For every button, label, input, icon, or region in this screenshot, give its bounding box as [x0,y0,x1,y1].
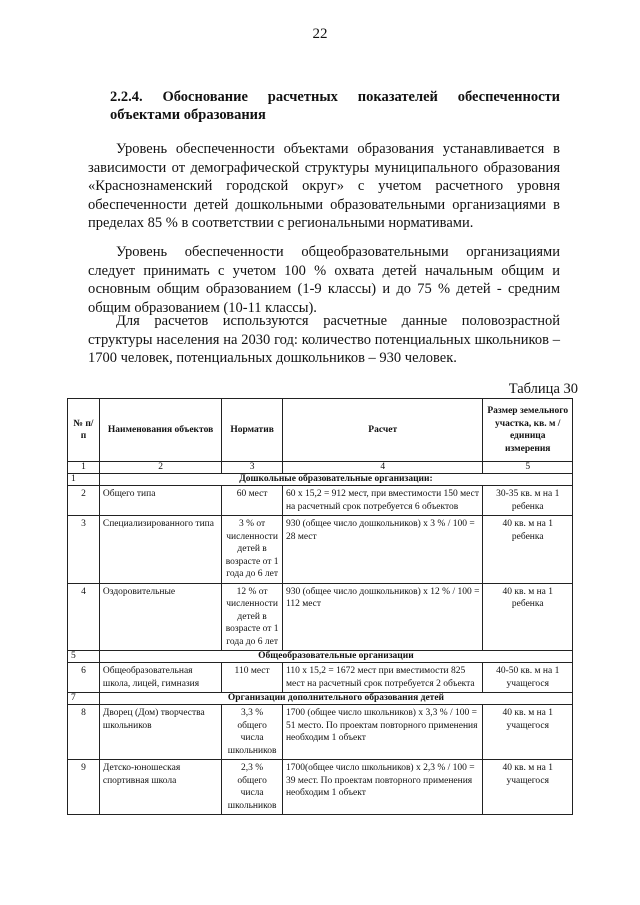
header-name: Наименования объектов [99,399,221,462]
header-calc: Расчет [282,399,483,462]
object-name: Общеобразовательная школа, лицей, гимназия [99,663,221,693]
column-number: 2 [99,462,221,474]
section-number: 2.2.4. [110,89,143,105]
calculation: 60 х 15,2 = 912 мест, при вместимости 150 мест на расчетный срок потребуется 6 объектов [282,486,483,516]
table-header-row [68,399,573,462]
calculation: 930 (общее число дошкольников) х 3 % / 100 = 28 мест [282,516,483,584]
column-number: 3 [222,462,283,474]
section-title-cell: Дошкольные образовательные организации: [99,474,572,486]
row-number: 2 [68,486,100,516]
paragraph-3: Для расчетов используются расчетные данные половозрастной структуры населения на 2030 год: количество потенциальных школьников – 1700 человек, потенциальных дошкольников – 930 человек. [88,313,560,366]
calculation: 110 х 15,2 = 1672 мест при вместимости 825 мест на расчетный срок потребуется 2 объекта [282,663,483,693]
row-number: 1 [68,474,100,486]
calculation: 1700 (общее число школьников) х 3,3 % / 100 = 51 место. По проектам повторного применения необходим 1 объект [282,705,483,760]
land-area: 40 кв. м на 1 ребенка [483,516,573,584]
norm-value: 12 % от численности детей в возрасте от 1 года до 6 лет [222,583,283,651]
object-name: Специализированного типа [99,516,221,584]
land-area: 40 кв. м на 1 ребенка [483,583,573,651]
table-section-row [68,693,573,705]
row-number: 5 [68,651,100,663]
section-heading [110,88,560,124]
table-row [68,760,573,815]
column-number-row [68,462,573,474]
education-facilities-table [67,398,573,815]
object-name: Дворец (Дом) творчества школьников [99,705,221,760]
norm-value: 60 мест [222,486,283,516]
header-number: № п/п [68,399,100,462]
object-name: Детско-юношеская спортивная школа [99,760,221,815]
row-number: 9 [68,760,100,815]
row-number: 4 [68,583,100,651]
table-caption: Таблица 30 [508,381,578,397]
table-section-row [68,474,573,486]
section-title-cell: Организации дополнительного образования детей [99,693,572,705]
norm-value: 3,3 % общего числа школьников [222,705,283,760]
object-name: Общего типа [99,486,221,516]
row-number: 6 [68,663,100,693]
table-section-row [68,651,573,663]
row-number: 3 [68,516,100,584]
land-area: 40 кв. м на 1 учащегося [483,705,573,760]
paragraph-2: Уровень обеспеченности общеобразовательными организациями следует принимать с учетом 100 % охвата детей начальным общим и основным общим образованием (1-9 классы) и до 75 % детей - средним общим образованием (10-11 классы). [88,244,560,316]
table-row [68,663,573,693]
row-number: 8 [68,705,100,760]
column-number: 4 [282,462,483,474]
land-area: 40 кв. м на 1 учащегося [483,760,573,815]
section-title-cell: Общеобразовательные организации [99,651,572,663]
row-number: 7 [68,693,100,705]
land-area: 30-35 кв. м на 1 ребенка [483,486,573,516]
page-number: 22 [312,26,328,42]
header-area: Размер земельного участка, кв. м / единица измерения [483,399,573,462]
calculation: 930 (общее число дошкольников) х 12 % / 100 = 112 мест [282,583,483,651]
calculation: 1700(общее число школьников) х 2,3 % / 100 = 39 мест. По проектам повторного применения необходим 1 объект [282,760,483,815]
table-row [68,583,573,651]
norm-value: 110 мест [222,663,283,693]
paragraph-1: Уровень обеспеченности объектами образования устанавливается в зависимости от демографической структуры муниципального образования «Краснознаменский городской округ» с учетом расчетного уровня обеспеченности детей дошкольными образовательными организациями в пределах 85 % в соответствии с региональными нормативами. [88,141,560,231]
table-row [68,705,573,760]
column-number: 5 [483,462,573,474]
table-row [68,516,573,584]
section-title: Обоснование расчетных показателей обеспеченности объектами образования [110,89,560,123]
column-number: 1 [68,462,100,474]
norm-value: 2,3 % общего числа школьников [222,760,283,815]
object-name: Оздоровительные [99,583,221,651]
norm-value: 3 % от численности детей в возрасте от 1 года до 6 лет [222,516,283,584]
table-row [68,486,573,516]
header-norm: Норматив [222,399,283,462]
land-area: 40-50 кв. м на 1 учащегося [483,663,573,693]
